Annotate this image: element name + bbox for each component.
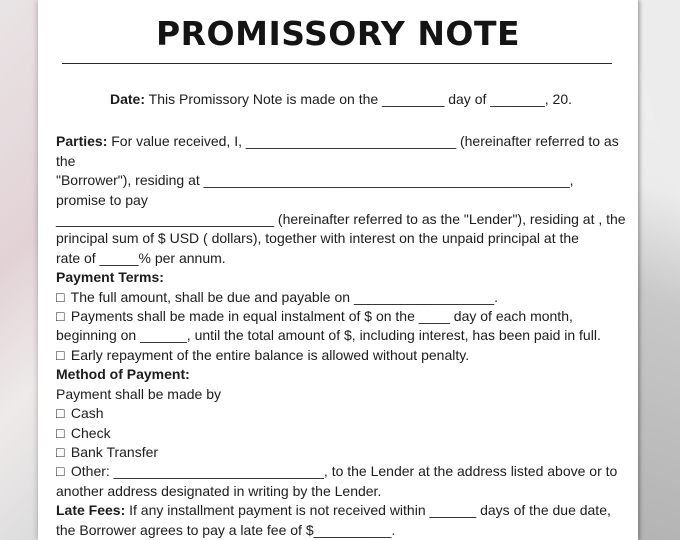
payment-option-cash-label: Cash — [70, 405, 104, 422]
payment-option-bank-transfer-label: Bank Transfer — [70, 443, 159, 460]
parties-text-1: For value received, I, ___________________________ (hereinafter referred to as the — [56, 133, 619, 169]
payment-terms-label: Payment Terms: — [56, 269, 164, 286]
parties-line-4: principal sum of $ USD ( dollars), together with interest on the unpaid principal at the — [56, 230, 579, 247]
document-page — [38, 0, 638, 540]
checkbox-icon[interactable]: □ — [56, 346, 65, 363]
late-fees-section — [56, 501, 626, 540]
payment-option-other[interactable] — [56, 462, 626, 481]
date-text: This Promissory Note is made on the ________ day of _______, 20. — [148, 91, 573, 107]
payment-option-check-label: Check — [70, 424, 111, 441]
method-of-payment-label: Method of Payment: — [56, 366, 190, 383]
parties-line-1 — [56, 132, 626, 171]
checkbox-icon[interactable]: □ — [56, 463, 65, 480]
late-fees-text-1: If any installment payment is not received within ______ days of the due date, — [129, 502, 611, 519]
method-of-payment-section — [56, 365, 626, 501]
late-fees-line-2: the Borrower agrees to pay a late fee of $__________. — [56, 521, 396, 538]
payment-terms-option-1-text: The full amount, shall be due and payable on __________________. — [70, 288, 498, 305]
checkbox-icon[interactable]: □ — [56, 424, 65, 441]
late-fees-label: Late Fees: — [56, 502, 126, 519]
payment-terms-option-3-text: Early repayment of the entire balance is allowed without penalty. — [70, 346, 470, 363]
parties-line-5: rate of _____% per annum. — [56, 249, 226, 266]
payment-option-other-label: Other: ___________________________, to the Lender at the address listed above or to — [70, 463, 618, 480]
parties-section — [56, 132, 626, 268]
payment-terms-option-2-text: Payments shall be made in equal instalment of $ on the ____ day of each month, — [70, 308, 573, 325]
payment-terms-option-2-continued: beginning on ______, until the total amount of $, including interest, has been paid in full. — [56, 327, 601, 344]
payment-terms-option-2[interactable] — [56, 307, 626, 326]
payment-terms-option-1[interactable] — [56, 288, 626, 307]
parties-line-2: "Borrower"), residing at _______________________________________________, promise to pay — [56, 172, 574, 208]
document-body — [56, 90, 626, 540]
payment-option-bank-transfer[interactable] — [56, 443, 626, 462]
payment-option-check[interactable] — [56, 424, 626, 443]
date-label: Date: — [109, 91, 145, 107]
document-title: PROMISSORY NOTE — [155, 14, 521, 53]
payment-option-other-continued: another address designated in writing by the Lender. — [56, 482, 382, 499]
parties-label: Parties: — [56, 133, 108, 150]
date-line — [56, 90, 626, 109]
checkbox-icon[interactable]: □ — [56, 405, 65, 422]
payment-terms-section — [56, 268, 626, 365]
payment-terms-option-3[interactable] — [56, 346, 626, 365]
checkbox-icon[interactable]: □ — [56, 443, 65, 460]
parties-line-3: ____________________________ (hereinafter referred to as the "Lender"), residing at , the — [56, 211, 626, 228]
checkbox-icon[interactable]: □ — [56, 288, 65, 305]
title-divider — [62, 63, 612, 64]
checkbox-icon[interactable]: □ — [56, 308, 65, 325]
method-of-payment-intro: Payment shall be made by — [56, 385, 221, 402]
payment-option-cash[interactable] — [56, 404, 626, 423]
late-fees-line-1 — [56, 501, 626, 520]
